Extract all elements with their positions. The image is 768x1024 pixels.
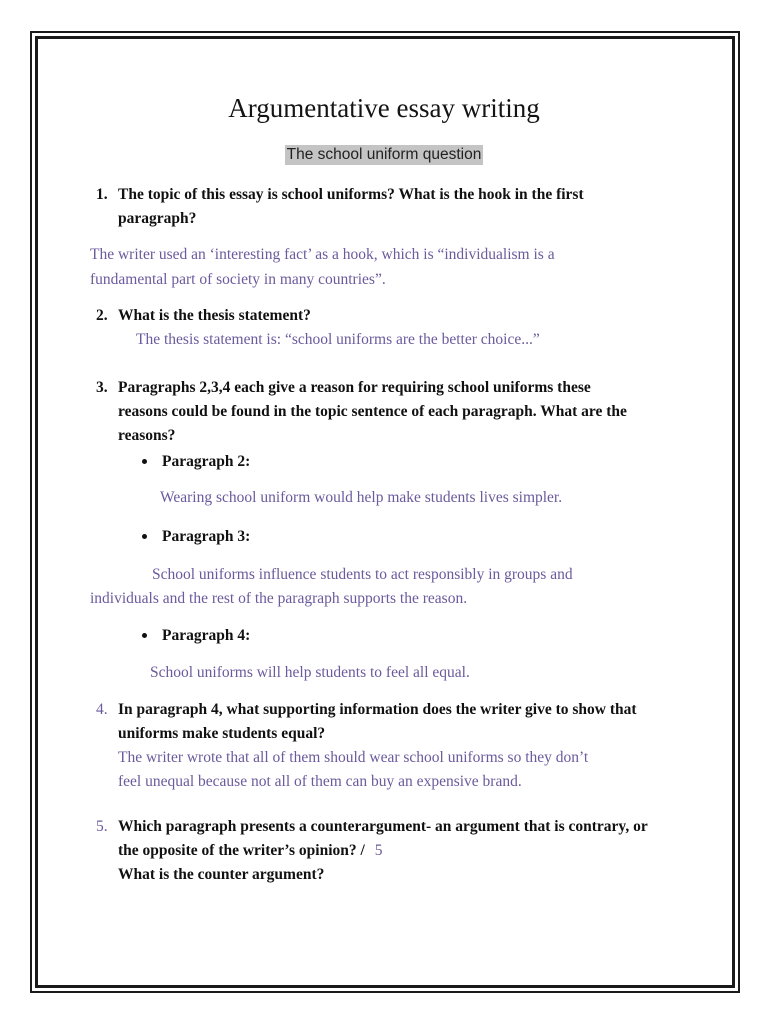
q4-line2: uniforms make students equal?: [118, 725, 326, 742]
q1-answer-line1: The writer used an ‘interesting fact’ as a hook, which is “individualism is a: [90, 246, 555, 263]
q2-text: What is the thesis statement?: [118, 307, 311, 324]
q3-p4-label: Paragraph 4:: [162, 627, 251, 644]
q1-line2: paragraph?: [118, 210, 197, 227]
q1-line1: The topic of this essay is school uniforms? What is the hook in the first: [118, 186, 584, 203]
q5-number: 5.: [96, 818, 108, 835]
q5-line2: the opposite of the writer’s opinion? /: [118, 842, 365, 859]
q5-line1: Which paragraph presents a counterargument- an argument that is contrary, or: [118, 818, 648, 835]
q3-p3-answer-line1: School uniforms influence students to act responsibly in groups and: [152, 566, 573, 583]
q4-line1: In paragraph 4, what supporting information does the writer give to show that: [118, 701, 637, 718]
q5-line2-row: [118, 839, 382, 863]
q4-answer-line2: feel unequal because not all of them can buy an expensive brand.: [118, 773, 522, 790]
q3-p3-label: Paragraph 3:: [162, 528, 251, 545]
q4-number: 4.: [96, 701, 108, 718]
q3-line3: reasons?: [118, 427, 176, 444]
q4-answer-line1: The writer wrote that all of them should wear school uniforms so they don’t: [118, 749, 589, 766]
subtitle-wrap: [0, 145, 768, 165]
q3-line2: reasons could be found in the topic sentence of each paragraph. What are the: [118, 403, 627, 420]
q5-line3: What is the counter argument?: [118, 866, 325, 883]
q2-number: 2.: [96, 307, 108, 324]
q3-p4-answer: School uniforms will help students to feel all equal.: [150, 664, 470, 681]
bullet-p2: [142, 459, 147, 464]
q2-answer: The thesis statement is: “school uniforms are the better choice...”: [136, 331, 540, 348]
q3-line1: Paragraphs 2,3,4 each give a reason for requiring school uniforms these: [118, 379, 591, 396]
q3-number: 3.: [96, 379, 108, 396]
q3-p2-label: Paragraph 2:: [162, 453, 251, 470]
q1-answer-line2: fundamental part of society in many countries”.: [90, 271, 386, 288]
q3-p3-answer-line2: individuals and the rest of the paragraph supports the reason.: [90, 590, 468, 607]
q3-p2-answer: Wearing school uniform would help make students lives simpler.: [160, 489, 563, 506]
q1-number: 1.: [96, 186, 108, 203]
bullet-p4: [142, 633, 147, 638]
bullet-p3: [142, 534, 147, 539]
q5-line2-answer: 5: [374, 842, 383, 859]
document-subtitle: The school uniform question: [286, 146, 482, 163]
document-title: Argumentative essay writing: [228, 93, 540, 123]
